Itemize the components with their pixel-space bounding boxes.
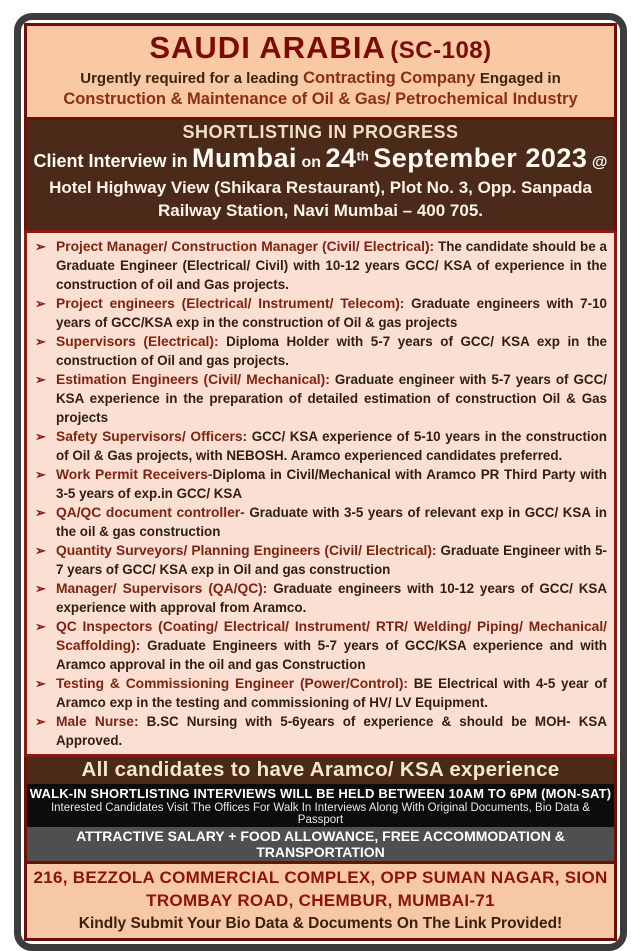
job-title: Estimation Engineers (Civil/ Mechanical):	[56, 371, 330, 387]
subtitle-part2: Contracting Company	[303, 68, 476, 87]
job-item	[33, 465, 607, 503]
job-item	[33, 370, 607, 427]
interview-day-suffix: th	[356, 148, 369, 164]
arrow-bullet-icon: ➢	[35, 675, 46, 691]
title-code: (SC-108)	[390, 37, 492, 64]
job-desc: Graduate with 3-5 years of relevant exp in GCC/ KSA in the oil & gas construction	[56, 504, 607, 539]
job-title: Male Nurse:	[56, 713, 139, 729]
job-desc: BE Electrical with 4-5 year of Aramco exp in the testing and commissioning of HV/ LV Equipment.	[56, 675, 607, 710]
job-desc: Diploma in Civil/Mechanical with Aramco PR Third Party with 3-5 years of exp.in GCC/ KSA	[56, 466, 607, 501]
job-title: QC Inspectors (Coating/ Electrical/ Instrument/ RTR/ Welding/ Piping/ Mechanical/ Scaffolding):	[56, 618, 607, 653]
subtitle-part1: Urgently required for a leading	[80, 69, 299, 87]
interview-banner	[24, 120, 617, 230]
interview-on: on	[301, 154, 322, 172]
job-desc: Graduate Engineers with 5-7 years of GCC/KSA experience and with Aramco approval in the oil and gas Construction	[56, 637, 607, 672]
address-line2: TROMBAY ROAD, CHEMBUR, MUMBAI-71	[146, 890, 495, 910]
arrow-bullet-icon: ➢	[35, 618, 46, 634]
jobs-list	[33, 237, 607, 750]
walkin-band	[24, 784, 617, 827]
subtitle-part4: Construction & Maintenance of Oil & Gas/ Petrochemical Industry	[63, 90, 578, 109]
aramco-experience-band: All candidates to have Aramco/ KSA experience	[24, 757, 617, 784]
arrow-bullet-icon: ➢	[35, 428, 46, 444]
job-desc: Graduate Engineer with 5-7 years of GCC/ KSA exp in Oil and gas construction	[56, 542, 607, 577]
arrow-bullet-icon: ➢	[35, 542, 46, 558]
job-title: Safety Supervisors/ Officers:	[56, 428, 248, 444]
job-desc: B.SC Nursing with 5-6years of experience & should be MOH- KSA Approved.	[56, 713, 607, 748]
venue-line1: Hotel Highway View (Shikara Restaurant), Plot No. 3, Opp. Sanpada	[49, 177, 592, 197]
job-desc: Graduate engineer with 5-7 years of GCC/ KSA experience in the preparation of detailed estimation of construction Oil & Gas projects	[56, 371, 607, 425]
job-item	[33, 617, 607, 674]
job-item	[33, 541, 607, 579]
submit-note: Kindly Submit Your Bio Data & Documents On The Link Provided!	[78, 914, 563, 932]
job-desc: GCC/ KSA experience of 5-10 years in the construction of Oil & Gas projects, with NEBOSH. Aramco experienced candidates preferred.	[56, 428, 607, 463]
page-title	[33, 30, 608, 66]
job-title: Manager/ Supervisors (QA/QC):	[56, 580, 268, 596]
shortlisting-banner: SHORTLISTING IN PROGRESS	[182, 122, 459, 143]
job-item	[33, 579, 607, 617]
walkin-instructions: Interested Candidates Visit The Offices For Walk In Interviews Along With Original Documents, Bio Data & Passport	[50, 801, 591, 826]
job-title: Quantity Surveyors/ Planning Engineers (Civil/ Electrical):	[56, 542, 437, 558]
address-line1: 216, BEZZOLA COMMERCIAL COMPLEX, OPP SUMAN NAGAR, SION	[33, 867, 608, 887]
interview-date: September 2023	[373, 143, 588, 174]
job-title: Project Manager/ Construction Manager (Civil/ Electrical):	[56, 238, 435, 254]
salary-band: ATTRACTIVE SALARY + FOOD ALLOWANCE, FREE ACCOMMODATION & TRANSPORTATION	[24, 827, 617, 861]
job-title: QA/QC document controller-	[56, 504, 245, 520]
job-title: Supervisors (Electrical):	[56, 333, 219, 349]
subtitle-part3: Engaged in	[479, 69, 561, 87]
job-item	[33, 674, 607, 712]
venue-line2: Railway Station, Navi Mumbai – 400 705.	[157, 200, 484, 220]
job-item	[33, 294, 607, 332]
job-title: Testing & Commissioning Engineer (Power/Control):	[56, 675, 409, 691]
arrow-bullet-icon: ➢	[35, 238, 46, 254]
job-title: Work Permit Receivers-	[56, 466, 213, 482]
arrow-bullet-icon: ➢	[35, 580, 46, 596]
arrow-bullet-icon: ➢	[35, 466, 46, 482]
arrow-bullet-icon: ➢	[35, 371, 46, 387]
arrow-bullet-icon: ➢	[35, 295, 46, 311]
arrow-bullet-icon: ➢	[35, 333, 46, 349]
job-item	[33, 332, 607, 370]
interview-line	[33, 144, 608, 174]
arrow-bullet-icon: ➢	[35, 504, 46, 520]
interview-day: 24	[325, 143, 357, 174]
job-item	[33, 712, 607, 750]
job-advert-poster	[14, 13, 627, 951]
job-desc: Graduate engineers with 10-12 years of GCC/ KSA experience with approval from Aramco.	[56, 580, 607, 615]
job-desc: The candidate should be a Graduate Engineer (Electrical/ Civil) with 10-12 years GCC/ KSA of experience in the construction of oil and Gas projects.	[56, 238, 607, 292]
venue	[33, 177, 608, 223]
job-item	[33, 427, 607, 465]
job-desc: Graduate engineers with 7-10 years of GCC/KSA exp in the construction of Oil & gas projects	[56, 295, 607, 330]
interview-city: Mumbai	[192, 143, 298, 174]
interview-at: @	[591, 154, 608, 172]
walkin-hours: WALK-IN SHORTLISTING INTERVIEWS WILL BE HELD BETWEEN 10AM TO 6PM (MON-SAT)	[29, 785, 612, 801]
job-item	[33, 503, 607, 541]
arrow-bullet-icon: ➢	[35, 713, 46, 729]
interview-prefix: Client Interview in	[33, 151, 188, 172]
job-desc: Diploma Holder with 5-7 years of GCC/ KSA exp in the construction of Oil and gas projects.	[56, 333, 607, 368]
job-title: Project engineers (Electrical/ Instrument/ Telecom):	[56, 295, 405, 311]
address-box	[24, 861, 617, 941]
country-title: SAUDI ARABIA	[149, 30, 386, 65]
jobs-box	[24, 230, 617, 757]
header-box	[24, 23, 617, 120]
job-item	[33, 237, 607, 294]
subtitle	[33, 68, 608, 112]
